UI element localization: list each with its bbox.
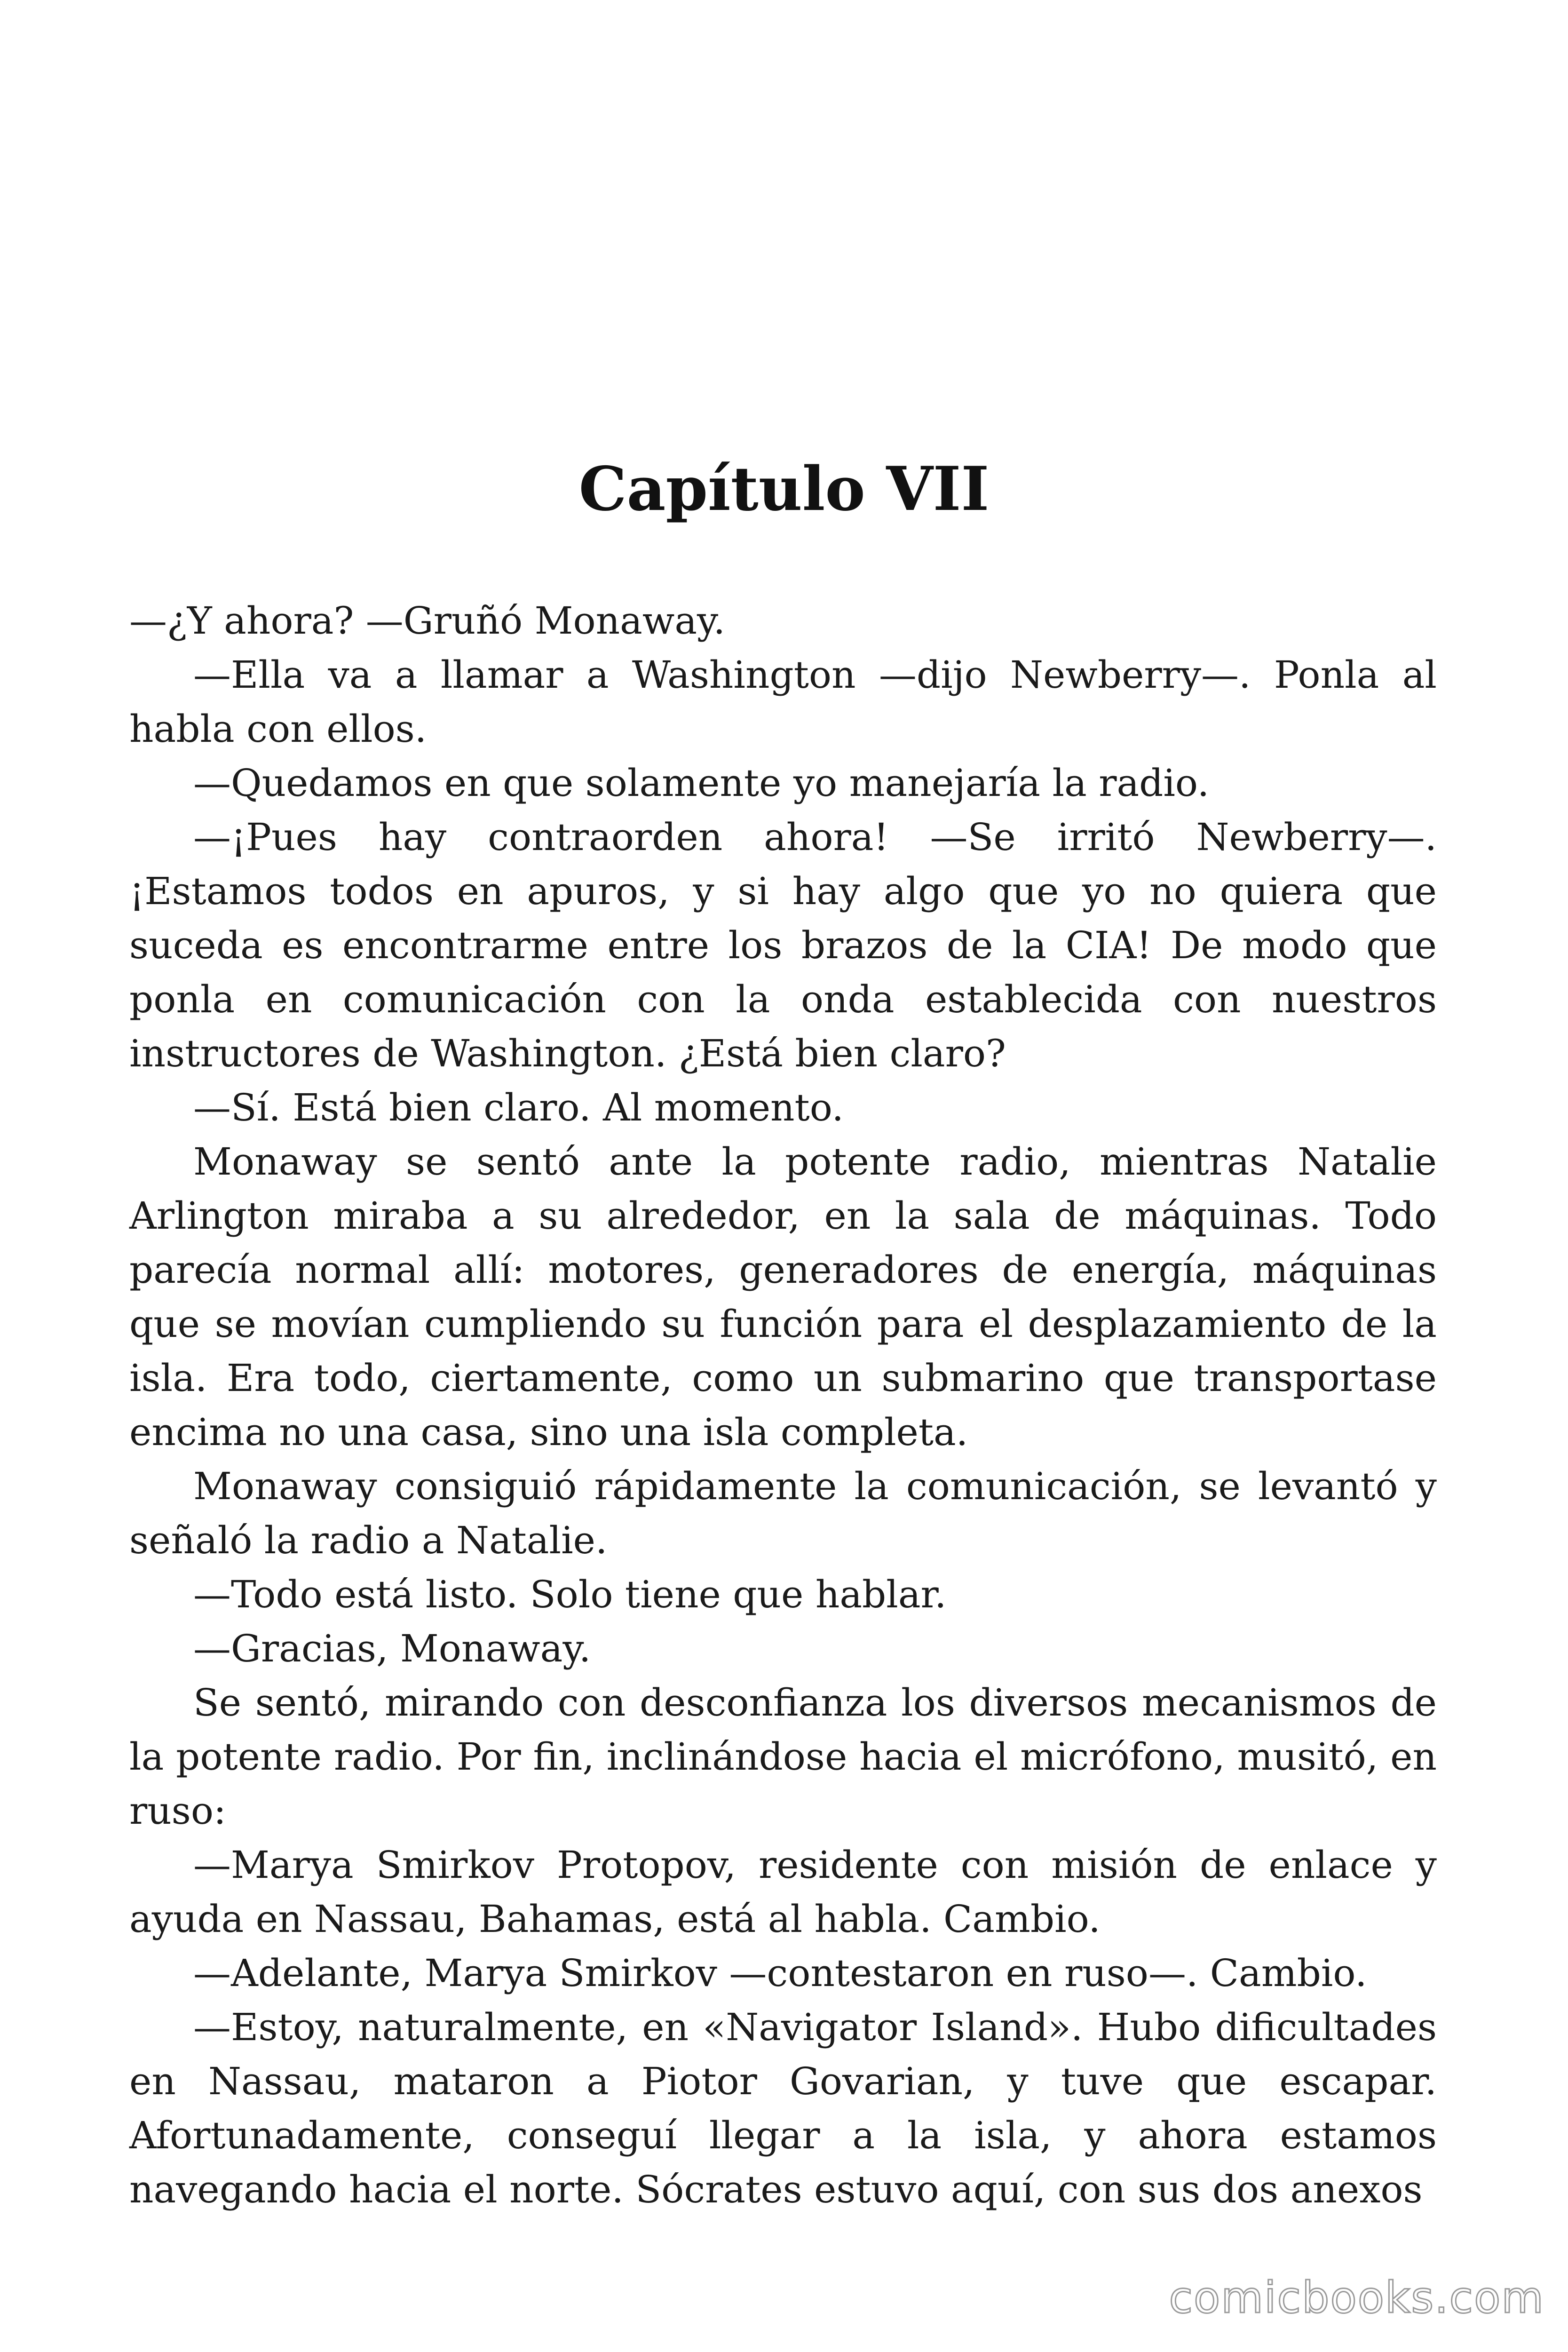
paragraph: —Marya Smirkov Protopov, residente con misión de enlace y ayuda en Nassau, Bahamas, está al habla. Cambio. xyxy=(129,1843,1437,1941)
paragraph: —Estoy, naturalmente, en «Navigator Island». Hubo dificultades en Nassau, mataron a Piotor Govarian, y tuve que escapar. Afortunadamente, conseguí llegar a la isla, y ahora estamos navegando hacia el norte. Sócrates estuvo aquí, con sus dos anexos xyxy=(129,2005,1437,2211)
paragraph: —Ella va a llamar a Washington —dijo Newberry—. Ponla al habla con ellos. xyxy=(129,653,1437,751)
paragraph: —Todo está listo. Solo tiene que hablar. xyxy=(193,1573,947,1616)
paragraph: Monaway consiguió rápidamente la comunicación, se levantó y señaló la radio a Natalie. xyxy=(129,1464,1437,1562)
chapter-body xyxy=(129,594,1437,2217)
paragraph: —Adelante, Marya Smirkov —contestaron en ruso—. Cambio. xyxy=(193,1951,1367,1995)
paragraph: —¡Pues hay contraorden ahora! —Se irritó Newberry—. ¡Estamos todos en apuros, y si hay algo que yo no quiera que suceda es encontrarme entre los brazos de la CIA! De modo que ponla en comunicación con la onda establecida con nuestros instructores de Washington. ¿Está bien claro? xyxy=(129,815,1437,1075)
paragraph: —Sí. Está bien claro. Al momento. xyxy=(193,1086,844,1129)
paragraph: —Gracias, Monaway. xyxy=(193,1627,591,1670)
paragraph: —¿Y ahora? —Gruñó Monaway. xyxy=(129,599,726,643)
watermark-logo: comicbooks.com xyxy=(1169,2273,1544,2323)
chapter-title: Capítulo VII xyxy=(578,454,990,524)
paragraph: —Quedamos en que solamente yo manejaría la radio. xyxy=(193,761,1210,805)
paragraph: Se sentó, mirando con desconfianza los diversos mecanismos de la potente radio. Por fin, inclinándose hacia el micrófono, musitó, en ruso: xyxy=(129,1681,1437,1833)
paragraph: Monaway se sentó ante la potente radio, mientras Natalie Arlington miraba a su alrededor, en la sala de máquinas. Todo parecía normal allí: motores, generadores de energía, máquinas que se movían cumpliendo su función para el desplazamiento de la isla. Era todo, ciertamente, como un submarino que transportase encima no una casa, sino una isla completa. xyxy=(129,1140,1437,1454)
